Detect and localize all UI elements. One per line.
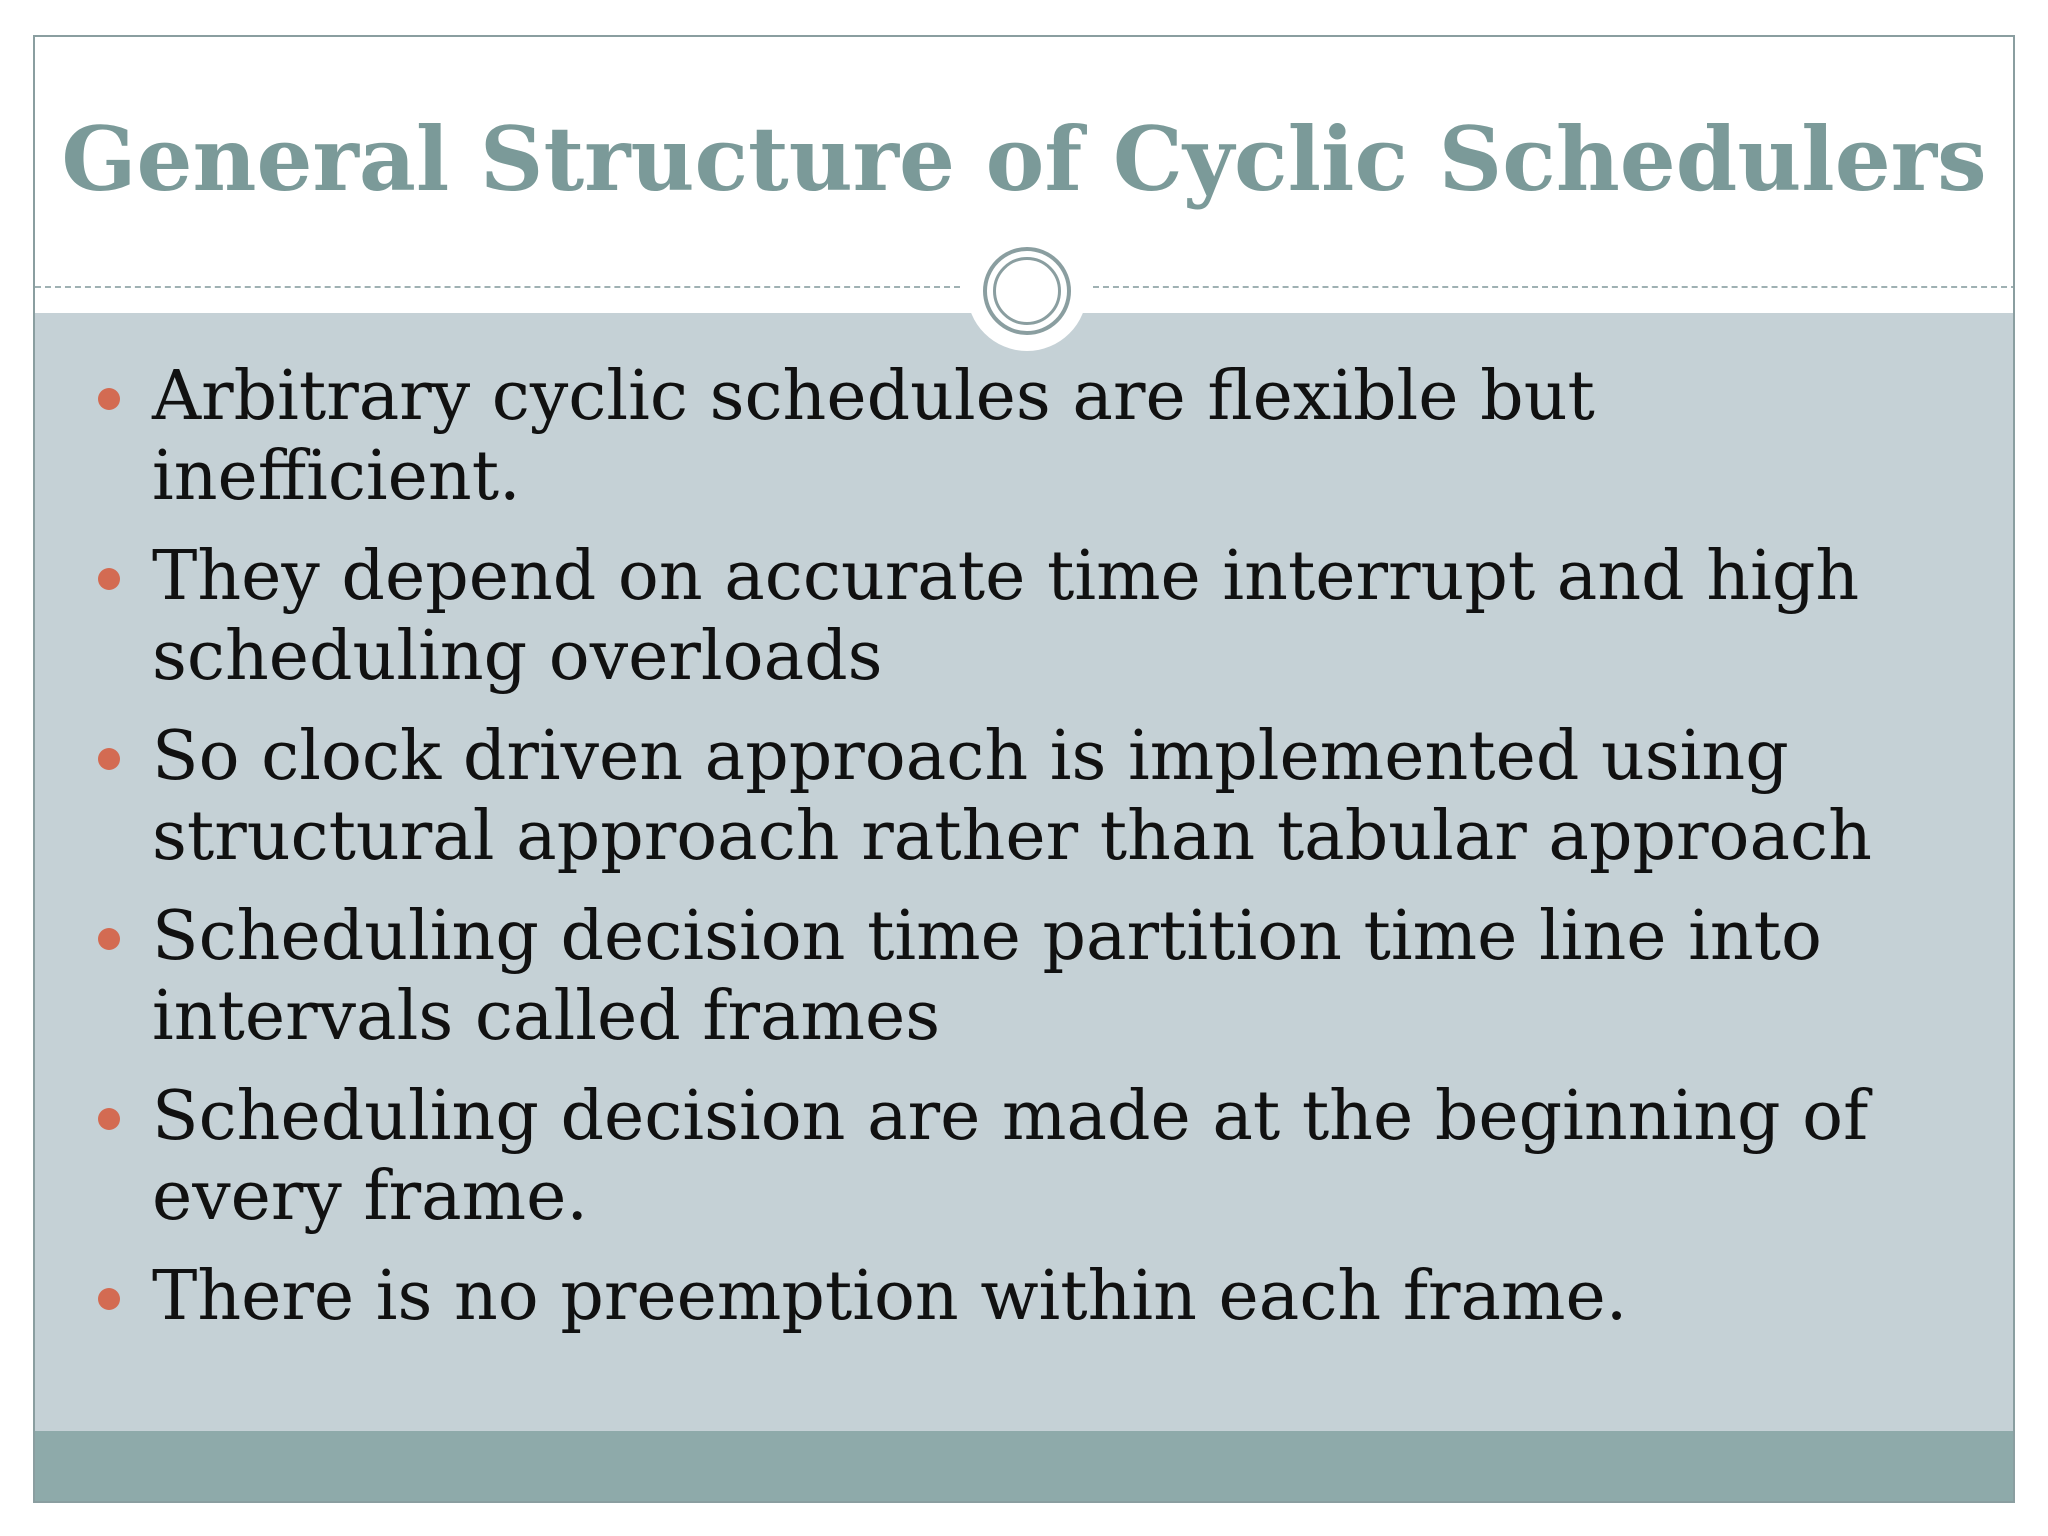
header-divider-left <box>35 286 960 288</box>
circle-ornament-icon <box>967 231 1087 351</box>
bullet-dot-icon <box>98 1288 120 1310</box>
slide <box>33 35 2015 1503</box>
header-divider-right <box>1093 286 2015 288</box>
bullet-dot-icon <box>98 1108 120 1130</box>
bullet-dot-icon <box>98 748 120 770</box>
bullet-text: They depend on accurate time interrupt and high scheduling overloads <box>152 537 1860 696</box>
footer-band <box>35 1431 2013 1503</box>
bullet-item <box>35 1257 2013 1337</box>
bullet-item <box>35 717 2013 877</box>
bullet-dot-icon <box>98 388 120 410</box>
bullet-text: Arbitrary cyclic schedules are flexible but inefficient. <box>152 357 1595 516</box>
bullet-item <box>35 537 2013 697</box>
bullet-text: Scheduling decision are made at the beginning of every frame. <box>152 1077 1869 1236</box>
bullet-dot-icon <box>98 928 120 950</box>
bullet-dot-icon <box>98 568 120 590</box>
ornament-inner-ring <box>993 257 1061 325</box>
slide-title: General Structure of Cyclic Schedulers <box>61 107 1987 211</box>
bullet-item <box>35 1077 2013 1237</box>
bullet-item <box>35 897 2013 1057</box>
bullet-list <box>35 357 2013 1357</box>
bullet-item <box>35 357 2013 517</box>
bullet-text: So clock driven approach is implemented using structural approach rather than tabular approach <box>152 717 1872 876</box>
bullet-text: Scheduling decision time partition time line into intervals called frames <box>152 897 1822 1056</box>
bullet-text: There is no preemption within each frame. <box>152 1257 1628 1336</box>
